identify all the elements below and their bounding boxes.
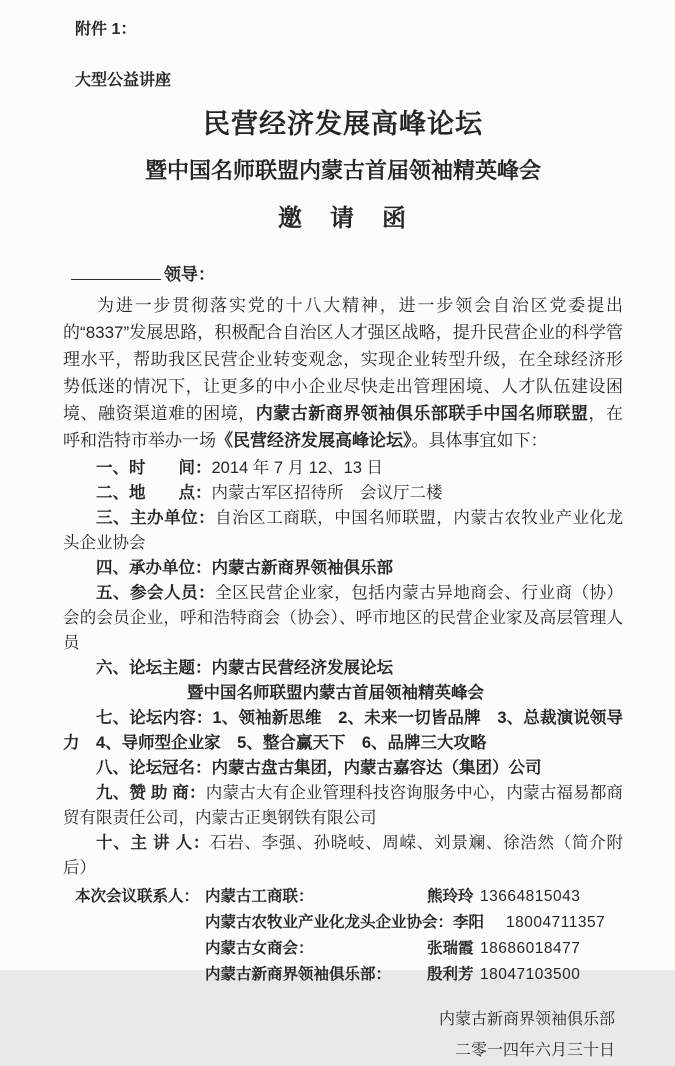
item-theme-value: 内蒙古民营经济发展论坛 bbox=[211, 659, 393, 677]
item-contents-label: 七、论坛内容： bbox=[96, 709, 213, 727]
item-undertaker-value: 内蒙古新商界领袖俱乐部 bbox=[211, 559, 393, 577]
contact-row bbox=[75, 884, 623, 910]
item-participants-value: 全区民营企业家，包括内蒙古异地商会、行业商（协）会的会员企业，呼和浩特商会（协会）、呼市地区的民营企业家及高层管理人员 bbox=[63, 584, 624, 652]
item-sponsors-label: 九、赞 助 商： bbox=[96, 784, 206, 802]
contact-phone: 13664815043 bbox=[480, 888, 581, 905]
contact-phone: 18004711357 bbox=[506, 914, 606, 931]
signature-organization: 内蒙古新商界领袖俱乐部 bbox=[438, 1011, 615, 1028]
invitation-heading: 邀 请 函 bbox=[278, 205, 408, 232]
intro-bold-organizers: 内蒙古新商界领袖俱乐部联手中国名师联盟 bbox=[255, 404, 589, 423]
contact-phone: 18047103500 bbox=[480, 966, 581, 983]
salutation-blank-line bbox=[71, 264, 161, 280]
contact-org: 内蒙古农牧业产业化龙头企业协会： bbox=[205, 914, 454, 931]
salutation-text: 领导： bbox=[164, 265, 215, 284]
item-undertaker-label: 四、承办单位： bbox=[96, 559, 212, 577]
item-sponsors bbox=[63, 781, 623, 831]
item-naming-label: 八、论坛冠名： bbox=[96, 759, 212, 777]
contact-name: 殷利芳 bbox=[427, 966, 474, 983]
contact-row bbox=[75, 962, 623, 988]
contact-name: 熊玲玲 bbox=[427, 888, 474, 905]
agenda-items bbox=[63, 456, 623, 881]
item-place-value: 内蒙古军区招待所 会议厅二楼 bbox=[211, 484, 443, 502]
item-speakers-value: 石岩、李强、孙晓岐、周嵘、刘景斓、徐浩然（简介附后） bbox=[63, 834, 623, 877]
signature-date: 二零一四年六月三十日 bbox=[454, 1042, 615, 1059]
contact-row bbox=[75, 910, 623, 936]
contact-name: 张瑞霞 bbox=[427, 940, 474, 957]
intro-text-1: 为进一步贯彻落实党的十八大精神，进一步领会自治区党委提出的“8337”发展思路，积极配合自治区人才强区战略，提升民营企业的科学管理水平，帮助我区民营企业转变观念，实现企业转型升级，在全球经济形势低迷的情况下，让更多的中小企业尽快走出管理困境、人才队伍建设困境、融资渠道难的困境， bbox=[63, 296, 623, 423]
intro-text-3: 。具体事宜如下： bbox=[411, 431, 548, 450]
contact-org: 内蒙古女商会： bbox=[205, 940, 314, 957]
item-speakers bbox=[63, 831, 623, 881]
item-place bbox=[63, 481, 623, 506]
item-sponsors-value: 内蒙古大有企业管理科技咨询服务中心，内蒙古福易都商贸有限责任公司，内蒙古正奥钢铁有限公司 bbox=[63, 784, 624, 827]
salutation-line bbox=[63, 260, 623, 285]
item-contents-value: 1、领袖新思维 2、未来一切皆品牌 3、总裁演说领导力 4、导师型企业家 5、整合赢天下 6、品牌三大攻略 bbox=[63, 709, 624, 752]
item-theme-line2: 暨中国名师联盟内蒙古首届领袖精英峰会 bbox=[187, 684, 484, 702]
intro-bold-forum-name: 《民营经济发展高峰论坛》 bbox=[216, 431, 412, 450]
contacts-intro-label: 本次会议联系人： bbox=[75, 888, 200, 905]
forum-subtitle: 暨中国名师联盟内蒙古首届领袖精英峰会 bbox=[144, 158, 541, 183]
lecture-type-label: 大型公益讲座 bbox=[75, 72, 172, 89]
item-organizers bbox=[63, 506, 623, 556]
attachment-label: 附件 1： bbox=[75, 21, 137, 38]
item-naming-value: 内蒙古盘古集团，内蒙古嘉容达（集团）公司 bbox=[211, 759, 542, 777]
item-place-label: 二、地 点： bbox=[96, 484, 212, 502]
contact-name: 李阳 bbox=[453, 914, 485, 931]
contact-row bbox=[75, 936, 623, 962]
signature-block bbox=[63, 1004, 623, 1066]
contact-list bbox=[75, 884, 623, 988]
item-naming bbox=[63, 756, 623, 781]
contact-org: 内蒙古工商联： bbox=[205, 888, 314, 905]
item-speakers-label: 十、主 讲 人： bbox=[96, 834, 211, 852]
intro-paragraph bbox=[63, 292, 623, 454]
item-participants bbox=[63, 581, 623, 656]
intro-text-2: ，在呼和浩特市举办一场 bbox=[63, 404, 624, 450]
item-undertaker bbox=[63, 556, 623, 581]
item-time-label: 一、时 间： bbox=[96, 459, 212, 477]
item-organizers-value: 自治区工商联，中国名师联盟，内蒙古农牧业产业化龙头企业协会 bbox=[63, 509, 624, 552]
item-participants-label: 五、参会人员： bbox=[96, 584, 216, 602]
item-contents bbox=[63, 706, 623, 756]
contact-org: 内蒙古新商界领袖俱乐部： bbox=[205, 966, 392, 983]
item-organizers-label: 三、主办单位： bbox=[96, 509, 216, 527]
item-time bbox=[63, 456, 623, 481]
item-theme bbox=[63, 656, 623, 681]
contact-phone: 18686018477 bbox=[480, 940, 581, 957]
item-theme-label: 六、论坛主题： bbox=[96, 659, 212, 677]
item-time-value: 2014 年 7 月 12、13 日 bbox=[211, 459, 384, 477]
forum-title: 民营经济发展高峰论坛 bbox=[203, 109, 483, 139]
